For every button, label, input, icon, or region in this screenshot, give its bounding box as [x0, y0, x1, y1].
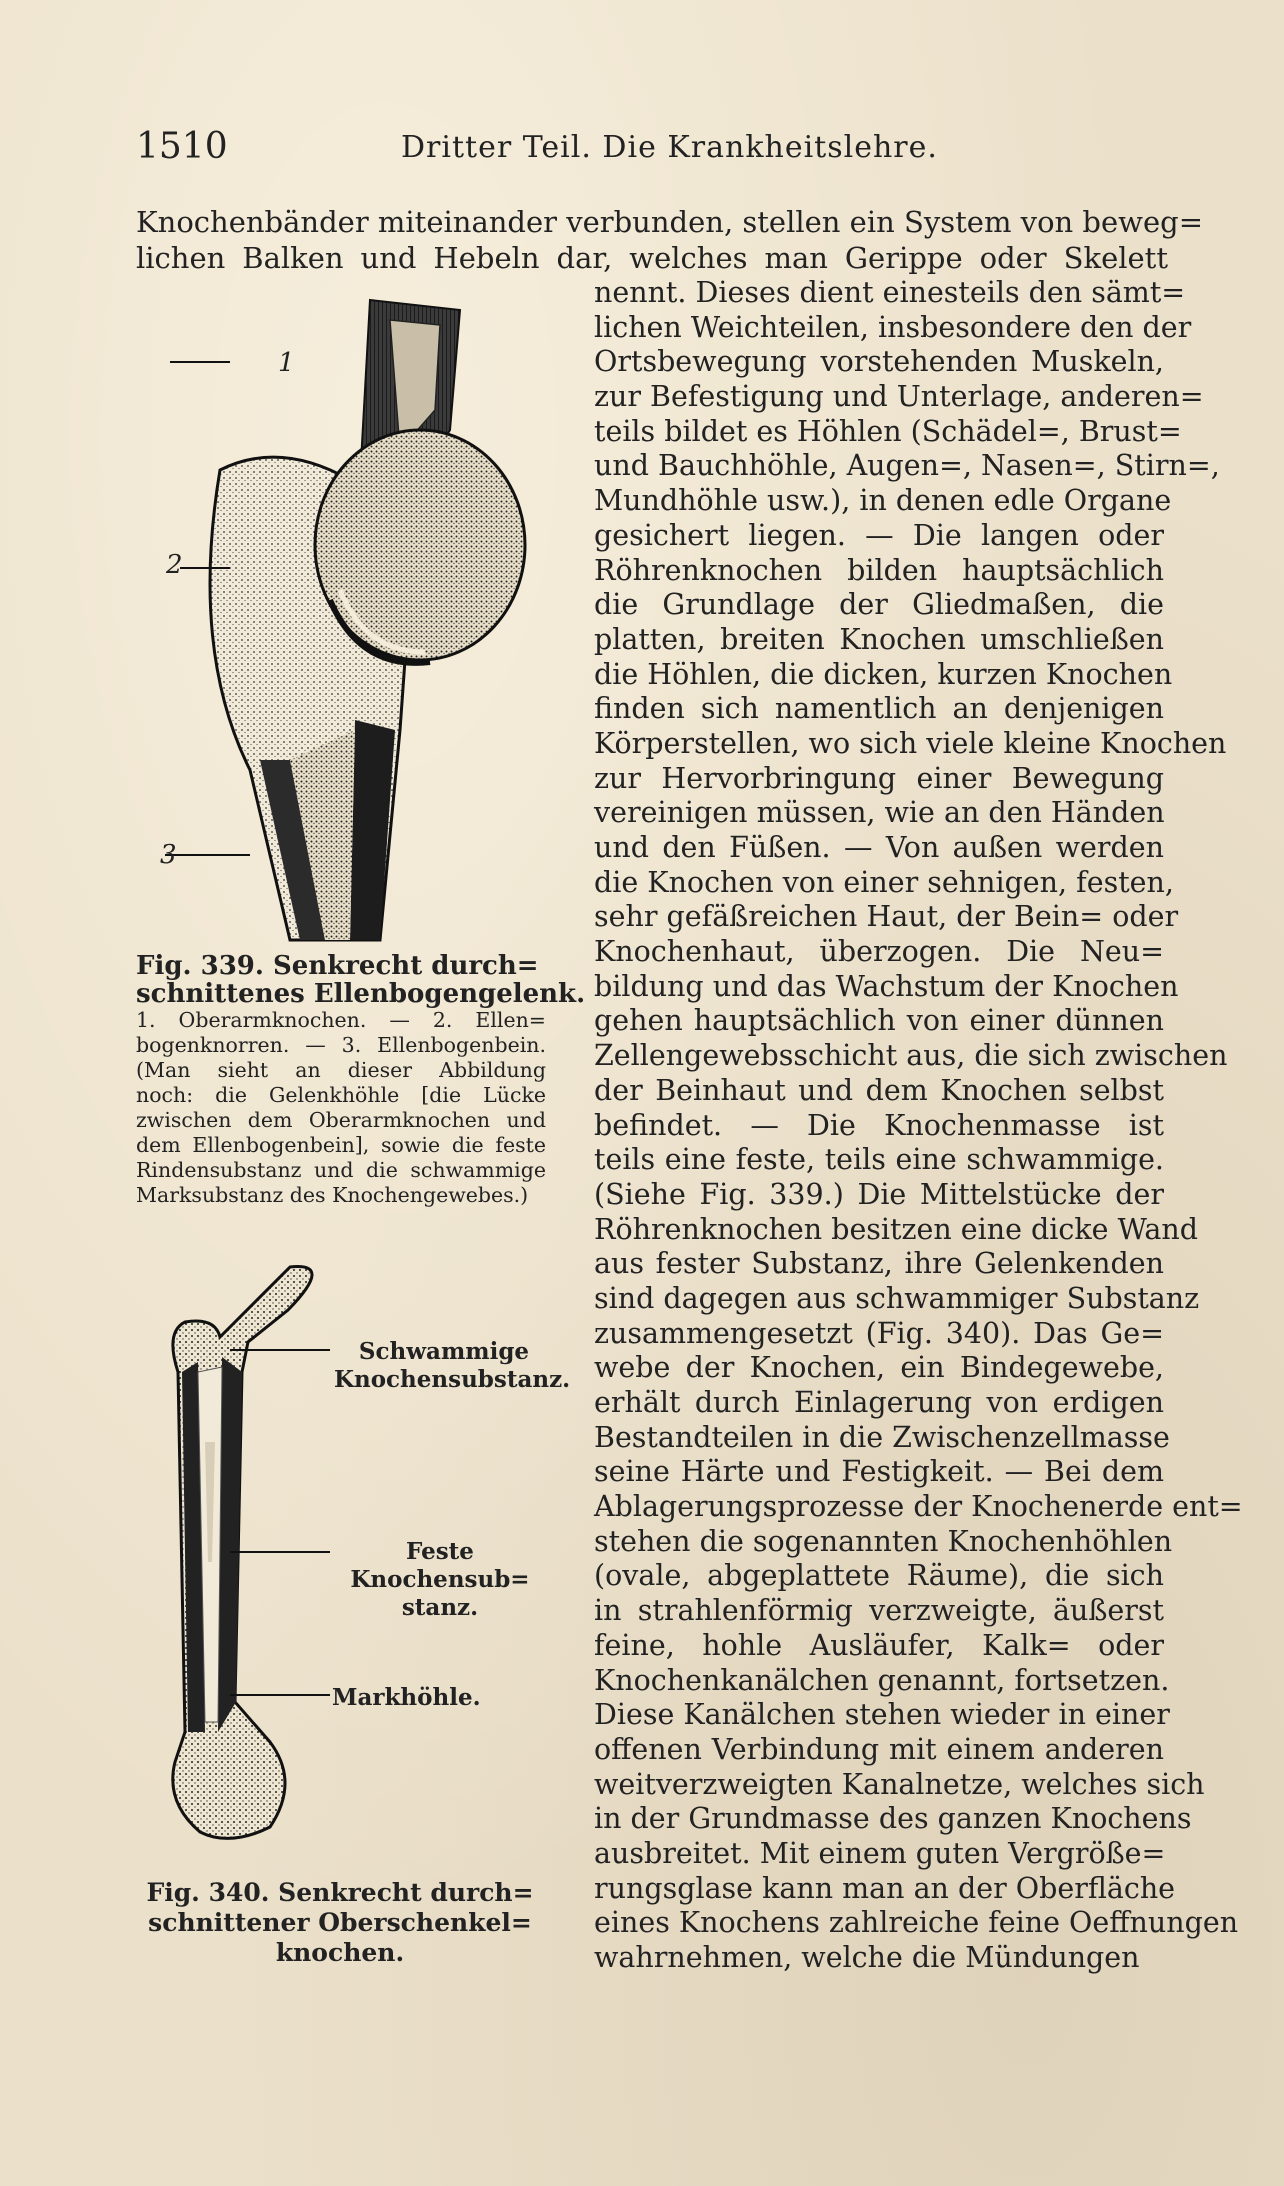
- figure-339-caption-title-2: schnittenes Ellenbogengelenk.: [136, 979, 586, 1009]
- figure-340-label-solid-line2: stanz.: [401, 1594, 479, 1621]
- figure-339-callout-3: 3: [160, 840, 177, 870]
- figure-339-caption-line: zwischen dem Oberarmknochen und: [136, 1108, 546, 1132]
- figure-340-label-spongy: [334, 1338, 571, 1394]
- body-line: zur Hervorbringung einer Bewegung: [594, 761, 1164, 795]
- body-line: erhält durch Einlagerung von erdigen: [594, 1386, 1164, 1419]
- figure-340-label-solid: [330, 1538, 550, 1622]
- body-line: Röhrenknochen bilden hauptsächlich: [594, 553, 1164, 587]
- figure-339-caption: [136, 951, 586, 1208]
- body-line: seine Härte und Festigkeit. — Bei dem: [594, 1455, 1164, 1489]
- body-line: befindet. — Die Knochenmasse ist: [594, 1108, 1164, 1142]
- figure-339-caption-line: 1. Oberarmknochen. — 2. Ellen=: [136, 1008, 546, 1032]
- body-line: in strahlenförmig verzweigte, äußerst: [594, 1594, 1164, 1628]
- body-line: finden sich namentlich an denjenigen: [594, 692, 1164, 726]
- body-line: Ablagerungsprozesse der Knochenerde ent=: [594, 1490, 1243, 1524]
- body-line: Diese Kanälchen stehen wieder in einer: [594, 1698, 1170, 1732]
- body-line: Knochenkanälchen genannt, fortsetzen.: [594, 1663, 1170, 1697]
- body-line: feine, hohle Ausläufer, Kalk= oder: [594, 1628, 1164, 1662]
- body-line: Mundhöhle usw.), in denen edle Organe: [594, 484, 1172, 518]
- body-text-column: [594, 276, 1243, 1976]
- body-line: die Grundlage der Gliedmaßen, die: [594, 588, 1164, 622]
- figure-339-callout-1: 1: [278, 348, 295, 378]
- figure-340-leader-lines: [230, 1340, 340, 1720]
- figure-339-caption-line: Marksubstanz des Knochengewebes.): [136, 1183, 529, 1207]
- body-line: (ovale, abgeplattete Räume), die sich: [594, 1559, 1164, 1593]
- figure-340-label-spongy-line1: Schwammige: [358, 1338, 530, 1365]
- figure-340-label-solid-line1: Feste Knochensub=: [350, 1538, 530, 1593]
- body-line: lichen Weichteilen, insbesondere den der: [594, 310, 1192, 344]
- figure-340-caption-line: Fig. 340. Senkrecht durch=: [146, 1878, 534, 1907]
- body-line: zur Befestigung und Unterlage, anderen=: [594, 380, 1204, 414]
- body-line: aus fester Substanz, ihre Gelenkenden: [594, 1247, 1164, 1281]
- body-line: sind dagegen aus schwammiger Substanz: [594, 1281, 1200, 1315]
- figure-339-caption-line: (Man sieht an dieser Abbildung: [136, 1058, 546, 1082]
- figure-339-caption-line: dem Ellenbogenbein], sowie die feste: [136, 1133, 546, 1157]
- body-line: die Höhlen, die dicken, kurzen Knochen: [594, 657, 1173, 691]
- page-number: 1510: [136, 126, 228, 167]
- body-line: weitverzweigten Kanalnetze, welches sich: [594, 1767, 1205, 1801]
- figure-339-caption-title: Fig. 339. Senkrecht durch=: [136, 951, 539, 981]
- body-line: offenen Verbindung mit einem anderen: [594, 1732, 1164, 1766]
- body-line: stehen die sogenannten Knochenhöhlen: [594, 1524, 1173, 1558]
- body-line: bildung und das Wachstum der Knochen: [594, 969, 1179, 1003]
- body-line: Röhrenknochen besitzen eine dicke Wand: [594, 1212, 1198, 1246]
- figure-340-label-marrow: Markhöhle.: [332, 1684, 481, 1711]
- body-line: gesichert liegen. — Die langen oder: [594, 518, 1164, 552]
- body-line: teils bildet es Höhlen (Schädel=, Brust=: [594, 414, 1182, 448]
- intro-line-2: lichen Balken und Hebeln dar, welches man Gerippe oder Skelett: [136, 241, 1168, 275]
- body-line: (Siehe Fig. 339.) Die Mittelstücke der: [594, 1177, 1164, 1211]
- body-line: Zellengewebsschicht aus, die sich zwischen: [594, 1039, 1228, 1073]
- figure-339-caption-line: Rindensubstanz und die schwammige: [136, 1158, 546, 1182]
- body-line: und Bauchhöhle, Augen=, Nasen=, Stirn=,: [594, 449, 1220, 483]
- body-line: Körperstellen, wo sich viele kleine Knochen: [594, 726, 1227, 760]
- body-line: Bestandteilen in die Zwischenzellmasse: [594, 1420, 1170, 1454]
- figure-340-caption: [140, 1878, 540, 1968]
- figure-340-caption-line: schnittener Oberschenkel=: [148, 1908, 532, 1937]
- body-line: und den Füßen. — Von außen werden: [594, 831, 1164, 864]
- body-line: der Beinhaut und dem Knochen selbst: [594, 1073, 1164, 1107]
- body-line: rungsglase kann man an der Oberfläche: [594, 1871, 1176, 1905]
- body-line: platten, breiten Knochen umschließen: [594, 622, 1164, 656]
- body-line: Knochenhaut, überzogen. Die Neu=: [594, 935, 1164, 969]
- figure-340-label-spongy-line2: Knochensubstanz.: [334, 1366, 571, 1393]
- body-line: in der Grundmasse des ganzen Knochens: [594, 1802, 1192, 1836]
- body-line: vereinigen müssen, wie an den Händen: [594, 796, 1165, 830]
- page-header: [136, 126, 1176, 176]
- body-line: webe der Knochen, ein Bindegewebe,: [594, 1351, 1164, 1385]
- body-line: sehr gefäßreichen Haut, der Bein= oder: [594, 900, 1179, 934]
- figure-339-caption-line: noch: die Gelenkhöhle [die Lücke: [136, 1083, 546, 1107]
- figure-339-illustration: [150, 290, 530, 950]
- intro-line-1: Knochenbänder miteinander verbunden, stellen ein System von beweg=: [136, 205, 1203, 239]
- body-line: ausbreitet. Mit einem guten Vergröße=: [594, 1836, 1166, 1870]
- body-line: nennt. Dieses dient einesteils den sämt=: [594, 276, 1186, 309]
- body-line: zusammengesetzt (Fig. 340). Das Ge=: [594, 1316, 1164, 1350]
- body-line: eines Knochens zahlreiche feine Oeffnungen: [594, 1906, 1239, 1940]
- body-line: teils eine feste, teils eine schwammige.: [594, 1143, 1164, 1177]
- body-line: Ortsbewegung vorstehenden Muskeln,: [594, 345, 1164, 379]
- figure-339-caption-line: bogenknorren. — 3. Ellenbogenbein.: [136, 1033, 546, 1057]
- body-line: die Knochen von einer sehnigen, festen,: [594, 865, 1174, 899]
- body-line: gehen hauptsächlich von einer dünnen: [594, 1004, 1164, 1038]
- figure-339-callout-2: 2: [166, 550, 183, 580]
- figure-340-caption-line: knochen.: [275, 1938, 405, 1967]
- body-line: wahrnehmen, welche die Mündungen: [594, 1941, 1140, 1974]
- running-head: Dritter Teil. Die Krankheitslehre.: [401, 130, 938, 165]
